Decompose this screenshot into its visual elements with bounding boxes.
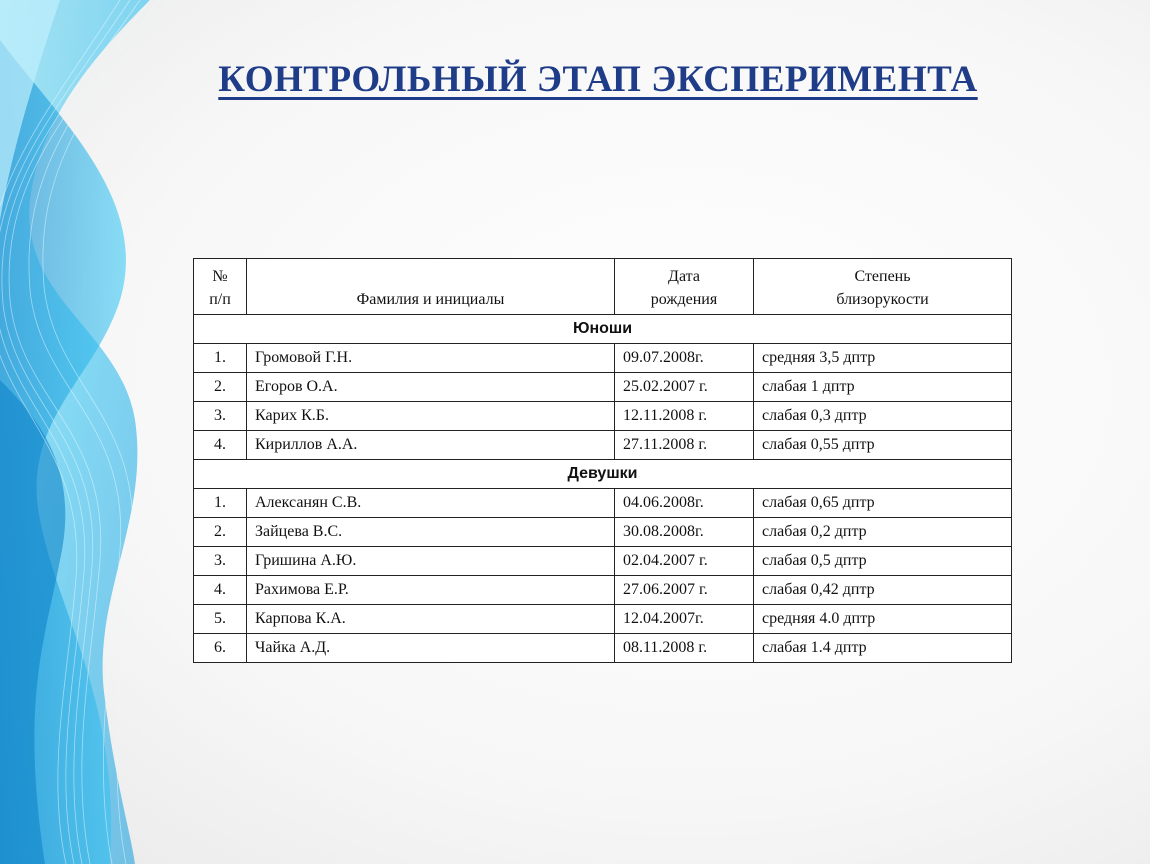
myopia-table [193, 258, 1012, 663]
row-name: Громовой Г.Н. [247, 344, 615, 373]
header-birth-date [615, 259, 754, 315]
row-myopia-degree: слабая 0,42 дптр [754, 576, 1012, 605]
header-number [194, 259, 247, 315]
table-row [194, 373, 1012, 402]
row-myopia-degree: слабая 0,2 дптр [754, 518, 1012, 547]
group-label: Юноши [194, 315, 1012, 344]
group-row-girls [194, 460, 1012, 489]
header-degree-line2: близорукости [836, 291, 929, 308]
table-row [194, 518, 1012, 547]
row-birth-date: 30.08.2008г. [615, 518, 754, 547]
group-label: Девушки [194, 460, 1012, 489]
header-date-line2: рождения [650, 291, 718, 308]
table-row [194, 402, 1012, 431]
row-number: 1. [194, 489, 247, 518]
table-row [194, 431, 1012, 460]
row-birth-date: 27.06.2007 г. [615, 576, 754, 605]
header-degree-line1: Степень [854, 268, 911, 285]
row-name: Карпова К.А. [247, 605, 615, 634]
row-name: Гришина А.Ю. [247, 547, 615, 576]
row-name: Егоров О.А. [247, 373, 615, 402]
table-row [194, 344, 1012, 373]
group-row-boys [194, 315, 1012, 344]
header-number-line2: п/п [209, 291, 231, 308]
row-name: Рахимова Е.Р. [247, 576, 615, 605]
row-name: Кириллов А.А. [247, 431, 615, 460]
header-myopia-degree [754, 259, 1012, 315]
header-number-line1: № [212, 268, 228, 285]
row-myopia-degree: средняя 4.0 дптр [754, 605, 1012, 634]
table-row [194, 489, 1012, 518]
table-row [194, 576, 1012, 605]
row-number: 4. [194, 576, 247, 605]
row-birth-date: 27.11.2008 г. [615, 431, 754, 460]
row-name: Зайцева В.С. [247, 518, 615, 547]
row-number: 5. [194, 605, 247, 634]
row-number: 4. [194, 431, 247, 460]
row-birth-date: 08.11.2008 г. [615, 634, 754, 663]
row-number: 1. [194, 344, 247, 373]
row-myopia-degree: слабая 0,55 дптр [754, 431, 1012, 460]
slide-title: КОНТРОЛЬНЫЙ ЭТАП ЭКСПЕРИМЕНТА [218, 59, 978, 100]
row-birth-date: 12.11.2008 г. [615, 402, 754, 431]
row-myopia-degree: средняя 3,5 дптр [754, 344, 1012, 373]
header-name: Фамилия и инициалы [247, 259, 615, 315]
table-header-row [194, 259, 1012, 315]
row-number: 3. [194, 402, 247, 431]
row-birth-date: 09.07.2008г. [615, 344, 754, 373]
row-myopia-degree: слабая 0,5 дптр [754, 547, 1012, 576]
row-number: 3. [194, 547, 247, 576]
row-number: 2. [194, 373, 247, 402]
row-myopia-degree: слабая 1.4 дптр [754, 634, 1012, 663]
row-birth-date: 02.04.2007 г. [615, 547, 754, 576]
row-name: Карих К.Б. [247, 402, 615, 431]
row-myopia-degree: слабая 0,3 дптр [754, 402, 1012, 431]
table-row [194, 605, 1012, 634]
row-birth-date: 04.06.2008г. [615, 489, 754, 518]
row-myopia-degree: слабая 0,65 дптр [754, 489, 1012, 518]
row-number: 2. [194, 518, 247, 547]
row-myopia-degree: слабая 1 дптр [754, 373, 1012, 402]
row-name: Чайка А.Д. [247, 634, 615, 663]
table-row [194, 634, 1012, 663]
row-birth-date: 12.04.2007г. [615, 605, 754, 634]
header-date-line1: Дата [668, 268, 700, 285]
row-number: 6. [194, 634, 247, 663]
row-birth-date: 25.02.2007 г. [615, 373, 754, 402]
table-row [194, 547, 1012, 576]
row-name: Алексанян С.В. [247, 489, 615, 518]
